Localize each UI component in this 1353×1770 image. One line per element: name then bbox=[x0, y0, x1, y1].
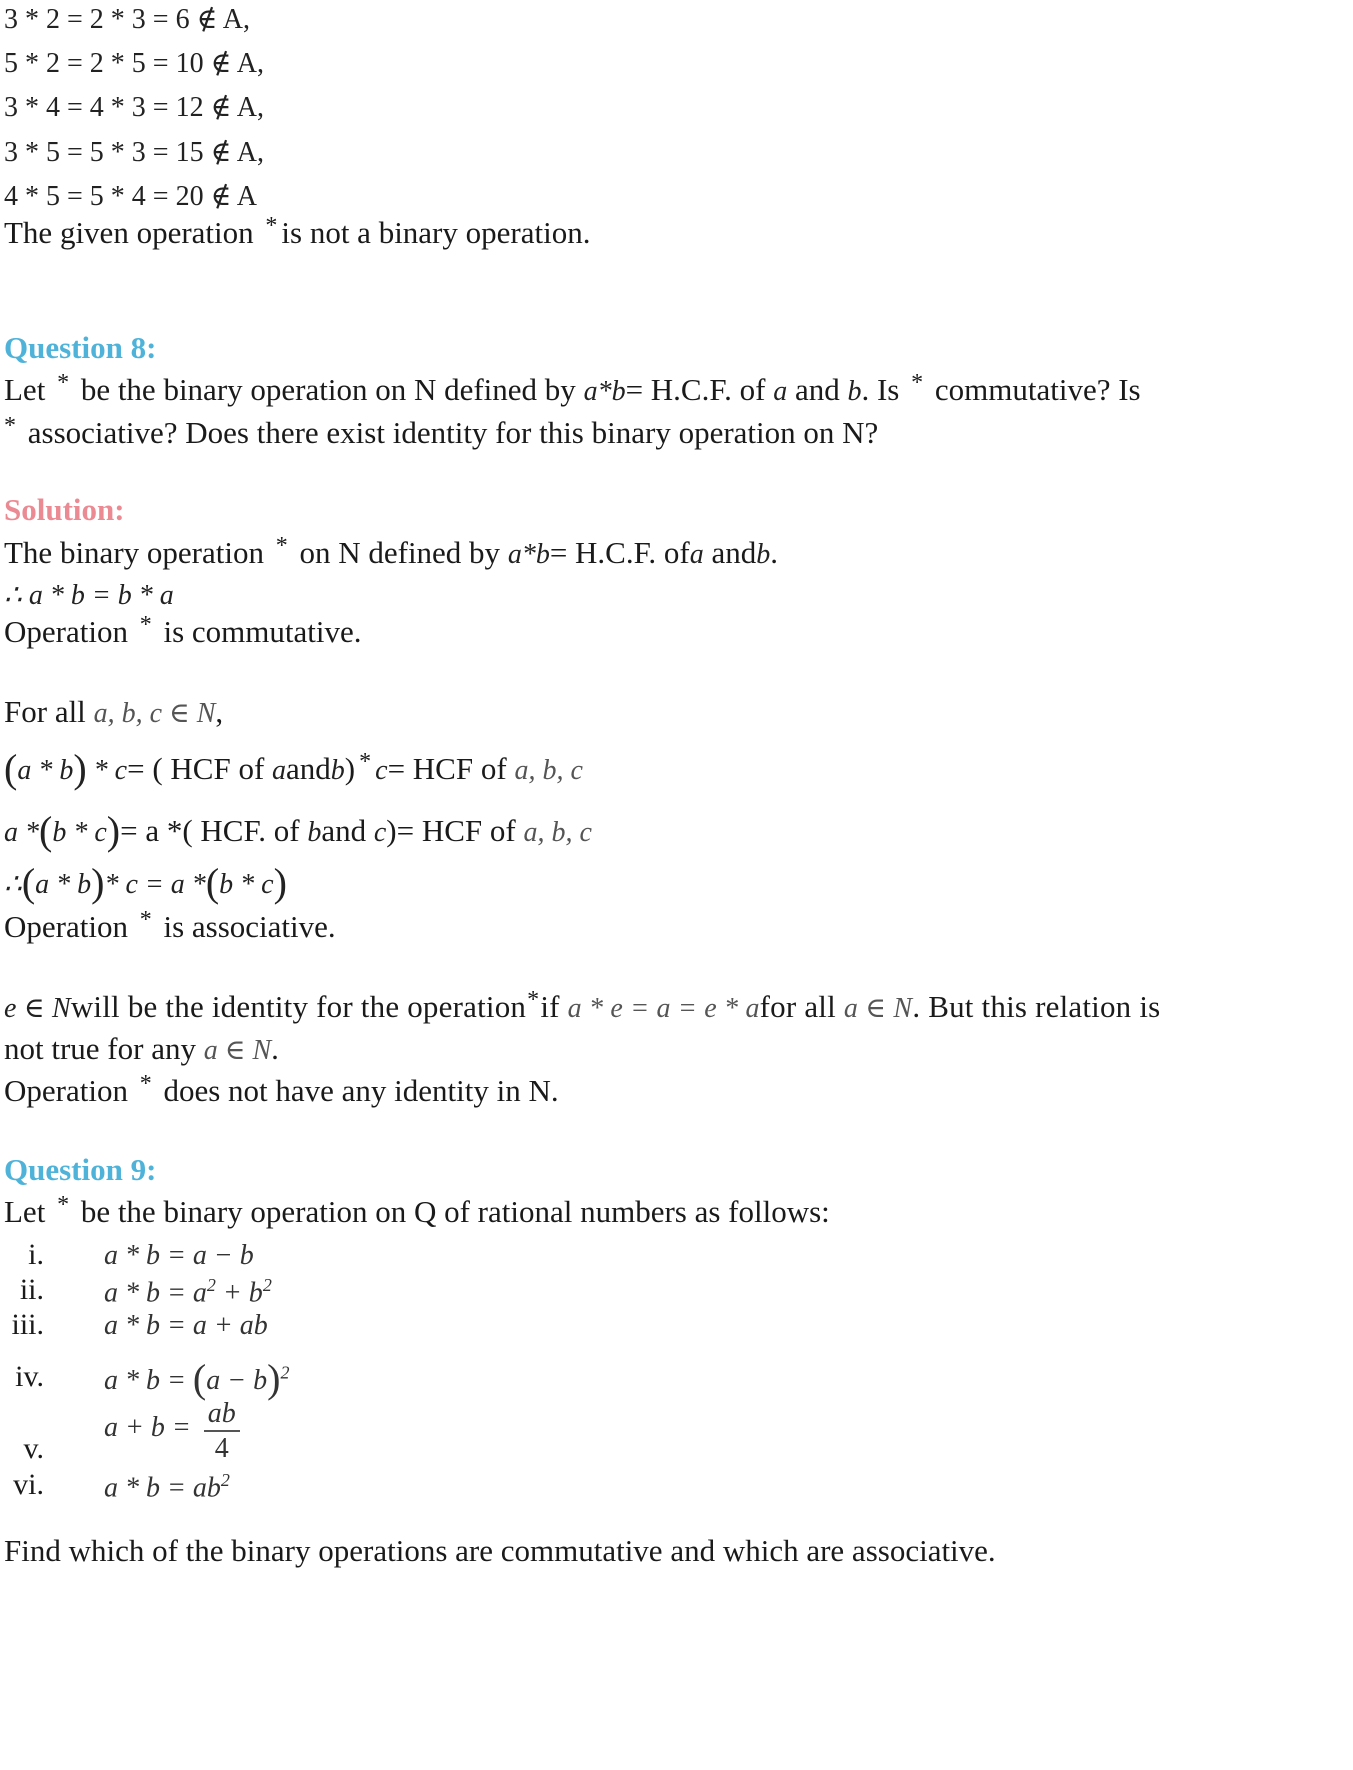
conclusion-text: The given operation * is not a binary operation. bbox=[4, 213, 591, 250]
question-8-text-line2: * associative? Does there exist identity for this binary operation on N? bbox=[4, 413, 879, 450]
solution-line: not true for any a ∈ N. bbox=[4, 1031, 279, 1066]
list-item: $a * b = (a - b)^2$ bbox=[104, 1356, 290, 1401]
solution-line: e ∈ Nwill be the identity for the operation*if a * e = a = e * afor all a ∈ N. But this relation is bbox=[4, 987, 1161, 1024]
question-8-text: Let * be the binary operation on N defined by a*b= H.C.F. of a and b. Is * commutative? Is bbox=[4, 370, 1141, 407]
question-8-heading: Question 8: bbox=[4, 330, 157, 365]
solution-line: The binary operation * on N defined by a*b= H.C.F. ofa andb. bbox=[4, 533, 778, 570]
list-item: a + b = $\frac{ab}{4}$ bbox=[104, 1398, 240, 1466]
solution-line: For all a, b, c ∈ N, bbox=[4, 694, 224, 729]
question-9-text: Let * be the binary operation on Q of rational numbers as follows: bbox=[4, 1192, 830, 1229]
solution-line: ∴(a * b)* c = a *(b * c) bbox=[4, 860, 287, 905]
list-number: iii. bbox=[11, 1308, 44, 1341]
solution-line: Operation * is commutative. bbox=[4, 612, 362, 649]
equation-line: 3 * 2 = 2 * 3 = 6 ∉ A, bbox=[4, 4, 250, 35]
question-9-heading: Question 9: bbox=[4, 1152, 157, 1187]
equation-line: 3 * 4 = 4 * 3 = 12 ∉ A, bbox=[4, 92, 264, 123]
list-item: a * b = a + ab bbox=[104, 1310, 268, 1341]
list-number: i. bbox=[28, 1238, 44, 1271]
solution-line: ∴ a * b = b * a bbox=[4, 580, 174, 611]
solution-line: a *(b * c)= a *( HCF. of band c)= HCF of a, b, c bbox=[4, 808, 592, 853]
list-number: vi. bbox=[13, 1468, 44, 1501]
solution-line: Operation * is associative. bbox=[4, 907, 336, 944]
solution-heading: Solution: bbox=[4, 492, 125, 527]
solution-line: (a * b) * c= ( HCF of aandb) * c= HCF of a, b, c bbox=[4, 746, 583, 791]
list-number: iv. bbox=[15, 1360, 44, 1393]
equation-line: 4 * 5 = 5 * 4 = 20 ∉ A bbox=[4, 181, 257, 212]
star-symbol: * bbox=[265, 213, 278, 239]
question-9-closing: Find which of the binary operations are commutative and which are associative. bbox=[4, 1533, 996, 1568]
list-item: $a * b = ab^2$ bbox=[104, 1470, 230, 1504]
list-item: $a * b = a^2 + b^2$ bbox=[104, 1275, 272, 1309]
list-number: v. bbox=[23, 1432, 44, 1465]
solution-line: Operation * does not have any identity in N. bbox=[4, 1071, 559, 1108]
list-number: ii. bbox=[19, 1273, 44, 1306]
equation-line: 5 * 2 = 2 * 5 = 10 ∉ A, bbox=[4, 48, 264, 79]
equation-line: 3 * 5 = 5 * 3 = 15 ∉ A, bbox=[4, 137, 264, 168]
list-item: a * b = a − b bbox=[104, 1240, 254, 1271]
